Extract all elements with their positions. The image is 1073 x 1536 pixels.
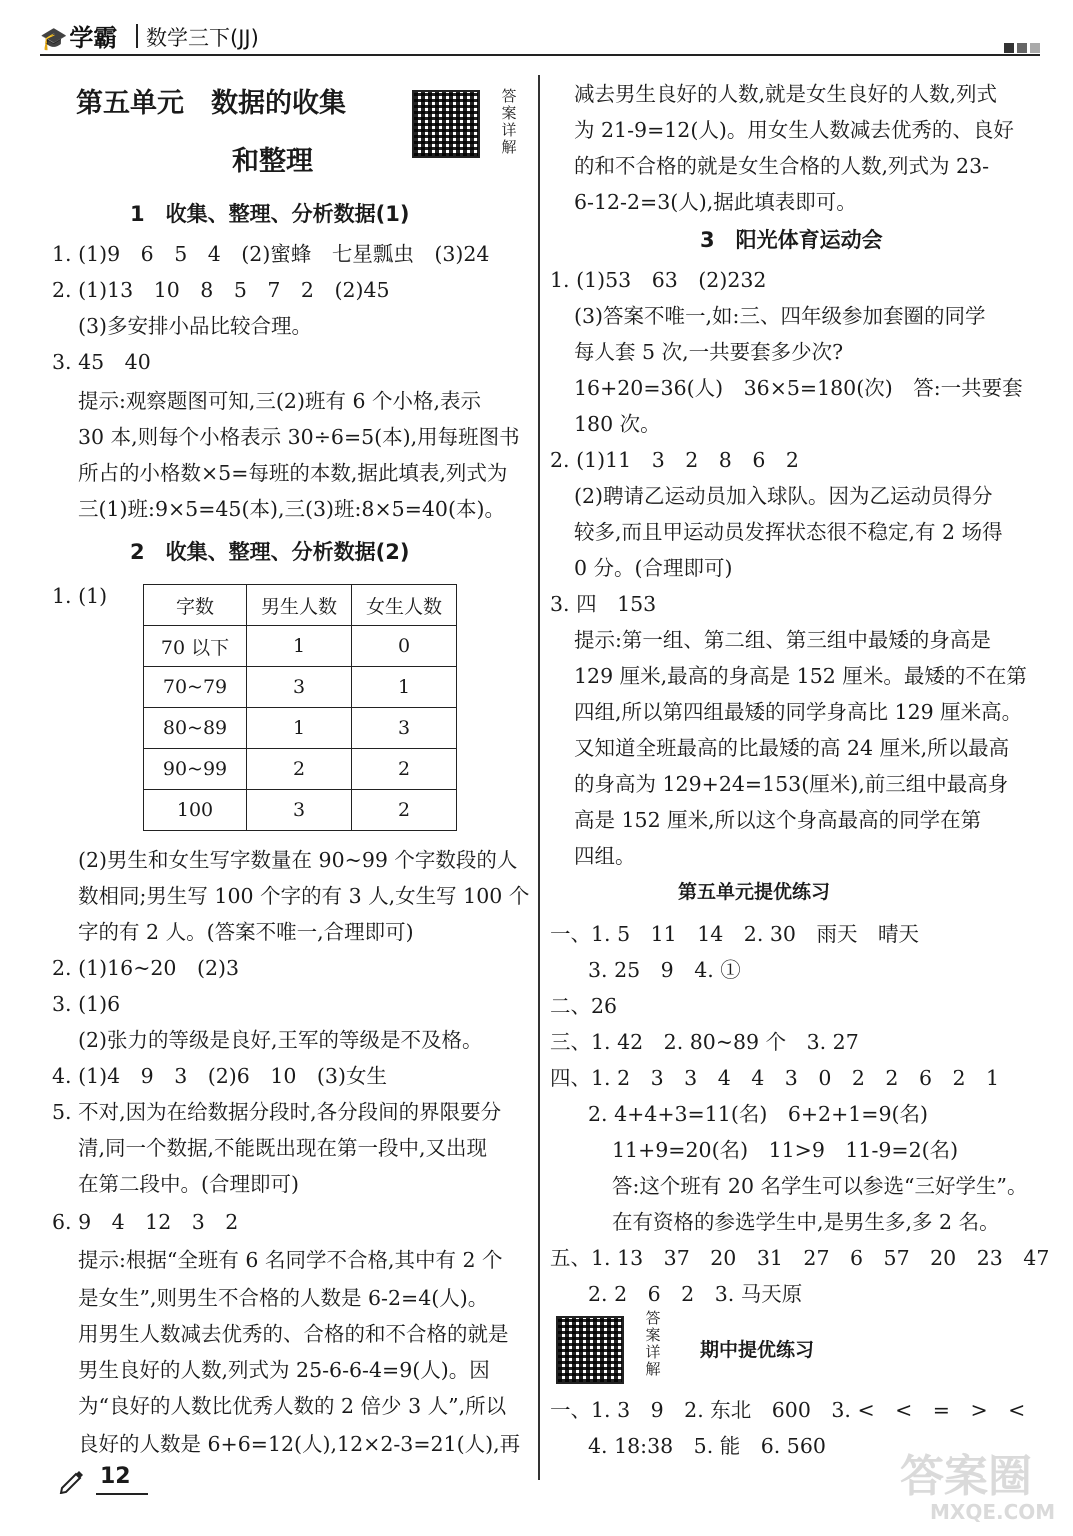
answer-line: 在有资格的参选学生中,是男生多,多 2 名。 bbox=[612, 1210, 1000, 1234]
table-cell: 3 bbox=[247, 790, 352, 831]
hint-line: 为“良好的人数比优秀人数的 2 倍少 3 人”,所以 bbox=[78, 1394, 507, 1418]
answer-line: 在第二段中。(合理即可) bbox=[78, 1172, 299, 1196]
table-cell: 1 bbox=[352, 667, 457, 708]
answer-line: 较多,而且甲运动员发挥状态很不稳定,有 2 场得 bbox=[574, 520, 1003, 544]
answer-line: 数相同;男生写 100 个字的有 3 人,女生写 100 个 bbox=[78, 884, 530, 908]
brand-logo bbox=[40, 18, 117, 53]
column-divider bbox=[538, 75, 540, 1480]
table-header: 男生人数 bbox=[247, 585, 352, 626]
answer-line: (2)男生和女生写字数量在 90~99 个字数段的人 bbox=[78, 848, 518, 872]
page-number: 12 bbox=[100, 1464, 131, 1489]
hint-line: 高是 152 厘米,所以这个身高最高的同学在第 bbox=[574, 808, 982, 832]
book-title: 数学三下(JJ) bbox=[146, 26, 259, 50]
answer-line: 2. 2 6 2 3. 马天原 bbox=[588, 1282, 803, 1306]
table-cell: 70~79 bbox=[144, 667, 247, 708]
section-2-title: 2 收集、整理、分析数据(2) bbox=[130, 540, 410, 564]
answer-line: 每人套 5 次,一共要套多少次? bbox=[574, 340, 844, 364]
table-header-row bbox=[144, 585, 457, 626]
hint-line: 四组,所以第四组最矮的同学身高比 129 厘米高。 bbox=[574, 700, 1023, 724]
answer-line: (2)张力的等级是良好,王军的等级是不及格。 bbox=[78, 1028, 483, 1052]
qr-label: 答案详解 bbox=[645, 1309, 661, 1378]
hint-line: 用男生人数减去优秀的、合格的和不合格的就是 bbox=[78, 1322, 509, 1346]
table-row bbox=[144, 667, 457, 708]
word-count-table bbox=[143, 584, 457, 831]
footer-rule bbox=[96, 1493, 148, 1495]
header-separator bbox=[136, 24, 138, 48]
answer-line: 3. 45 40 bbox=[52, 350, 151, 374]
qr-code-icon[interactable] bbox=[556, 1316, 624, 1384]
table-cell: 80~89 bbox=[144, 708, 247, 749]
hint-line: 男生良好的人数,列式为 25-6-6-4=9(人)。因 bbox=[78, 1358, 490, 1382]
table-header: 女生人数 bbox=[352, 585, 457, 626]
table-cell: 2 bbox=[352, 749, 457, 790]
pencil-icon bbox=[58, 1466, 86, 1494]
table-row bbox=[144, 790, 457, 831]
hint-line: 的和不合格的就是女生合格的人数,列式为 23- bbox=[574, 154, 990, 178]
answer-line: 16+20=36(人) 36×5=180(次) 答:一共要套 bbox=[574, 376, 1023, 400]
answer-line: 180 次。 bbox=[574, 412, 661, 436]
hint-line: 提示:根据“全班有 6 名同学不合格,其中有 2 个 bbox=[78, 1248, 503, 1272]
answer-line: (2)聘请乙运动员加入球队。因为乙运动员得分 bbox=[574, 484, 993, 508]
answer-line: 五、1. 13 37 20 31 27 6 57 20 23 47 bbox=[550, 1246, 1050, 1270]
answer-line: 答:这个班有 20 名学生可以参选“三好学生”。 bbox=[612, 1174, 1028, 1198]
answer-line: 1. (1)9 6 5 4 (2)蜜蜂 七星瓢虫 (3)24 bbox=[52, 242, 490, 266]
answer-line: 2. (1)11 3 2 8 6 2 bbox=[550, 448, 799, 472]
hint-line: 减去男生良好的人数,就是女生良好的人数,列式 bbox=[574, 82, 998, 106]
answer-line: 3. 25 9 4. ① bbox=[588, 958, 741, 982]
watermark-url: MXQE.COM bbox=[930, 1500, 1056, 1524]
answer-line: 6. 9 4 12 3 2 bbox=[52, 1210, 239, 1234]
hint-line: 是女生”,则男生不合格的人数是 6-2=4(人)。 bbox=[78, 1286, 489, 1310]
answer-line: 清,同一个数据,不能既出现在第一段中,又出现 bbox=[78, 1136, 488, 1160]
answer-line: 一、1. 5 11 14 2. 30 雨天 晴天 bbox=[550, 922, 919, 946]
answer-line: 一、1. 3 9 2. 东北 600 3. < < = > < bbox=[550, 1398, 1026, 1422]
qr-code-icon[interactable] bbox=[412, 90, 480, 158]
page-header bbox=[40, 14, 1040, 58]
hint-line: 30 本,则每个小格表示 30÷6=5(本),用每班图书 bbox=[78, 425, 520, 449]
header-rule bbox=[40, 54, 1040, 56]
logo-text: 学霸 bbox=[69, 24, 118, 52]
question-label: 1. (1) bbox=[52, 584, 108, 608]
table-cell: 0 bbox=[352, 626, 457, 667]
table-row bbox=[144, 626, 457, 667]
hint-line: 为 21-9=12(人)。用女生人数减去优秀的、良好 bbox=[574, 118, 1014, 142]
section-5-title: 期中提优练习 bbox=[700, 1339, 815, 1361]
table-cell: 2 bbox=[247, 749, 352, 790]
answer-line: 2. (1)13 10 8 5 7 2 (2)45 bbox=[52, 278, 390, 302]
unit-title-line-1: 第五单元 数据的收集 bbox=[76, 88, 346, 119]
answer-line: 2. 4+4+3=11(名) 6+2+1=9(名) bbox=[588, 1102, 929, 1126]
hint-line: 提示:观察题图可知,三(2)班有 6 个小格,表示 bbox=[78, 389, 482, 413]
table-row bbox=[144, 749, 457, 790]
table-cell: 100 bbox=[144, 790, 247, 831]
table-row bbox=[144, 708, 457, 749]
table-cell: 1 bbox=[247, 626, 352, 667]
qr-label: 答案详解 bbox=[501, 87, 517, 156]
answer-line: 二、26 bbox=[550, 994, 618, 1018]
answer-line: 4. (1)4 9 3 (2)6 10 (3)女生 bbox=[52, 1064, 387, 1088]
answer-line: 4. 18:38 5. 能 6. 560 bbox=[588, 1434, 826, 1458]
hint-line: 提示:第一组、第二组、第三组中最矮的身高是 bbox=[574, 628, 991, 652]
section-3-title: 3 阳光体育运动会 bbox=[700, 228, 883, 252]
table-cell: 3 bbox=[247, 667, 352, 708]
answer-line: (3)答案不唯一,如:三、四年级参加套圈的同学 bbox=[574, 304, 986, 328]
graduation-cap-icon: 🎓 bbox=[40, 27, 68, 52]
answer-line: 5. 不对,因为在给数据分段时,各分段间的界限要分 bbox=[52, 1100, 502, 1124]
hint-line: 的身高为 129+24=153(厘米),前三组中最高身 bbox=[574, 772, 1009, 796]
table-cell: 2 bbox=[352, 790, 457, 831]
answer-line: 四、1. 2 3 3 4 4 3 0 2 2 6 2 1 bbox=[550, 1066, 1000, 1090]
answer-line: (3)多安排小品比较合理。 bbox=[78, 314, 313, 338]
table-cell: 90~99 bbox=[144, 749, 247, 790]
section-1-title: 1 收集、整理、分析数据(1) bbox=[130, 202, 410, 226]
hint-line: 四组。 bbox=[574, 844, 636, 868]
answer-line: 3. (1)6 bbox=[52, 992, 121, 1016]
unit-title-line-2: 和整理 bbox=[232, 146, 313, 177]
table-cell: 70 以下 bbox=[144, 626, 247, 667]
answer-line: 11+9=20(名) 11>9 11-9=2(名) bbox=[612, 1138, 959, 1162]
hint-line: 又知道全班最高的比最矮的高 24 厘米,所以最高 bbox=[574, 736, 1010, 760]
answer-line: 2. (1)16~20 (2)3 bbox=[52, 956, 240, 980]
hint-line: 所占的小格数×5=每班的本数,据此填表,列式为 bbox=[78, 461, 508, 485]
answer-line: 1. (1)53 63 (2)232 bbox=[550, 268, 767, 292]
table-cell: 3 bbox=[352, 708, 457, 749]
answer-line: 字的有 2 人。(答案不唯一,合理即可) bbox=[78, 920, 414, 944]
section-4-title: 第五单元提优练习 bbox=[678, 881, 831, 903]
answer-line: 3. 四 153 bbox=[550, 592, 657, 616]
hint-line: 良好的人数是 6+6=12(人),12×2-3=21(人),再 bbox=[78, 1432, 521, 1456]
watermark: 答案圈 bbox=[900, 1451, 1032, 1502]
answer-line: 三、1. 42 2. 80~89 个 3. 27 bbox=[550, 1030, 859, 1054]
table-header: 字数 bbox=[144, 585, 247, 626]
table-cell: 1 bbox=[247, 708, 352, 749]
hint-line: 129 厘米,最高的身高是 152 厘米。最矮的不在第 bbox=[574, 664, 1027, 688]
hint-line: 6-12-2=3(人),据此填表即可。 bbox=[574, 190, 857, 214]
answer-line: 0 分。(合理即可) bbox=[574, 556, 733, 580]
hint-line: 三(1)班:9×5=45(本),三(3)班:8×5=40(本)。 bbox=[78, 497, 505, 521]
